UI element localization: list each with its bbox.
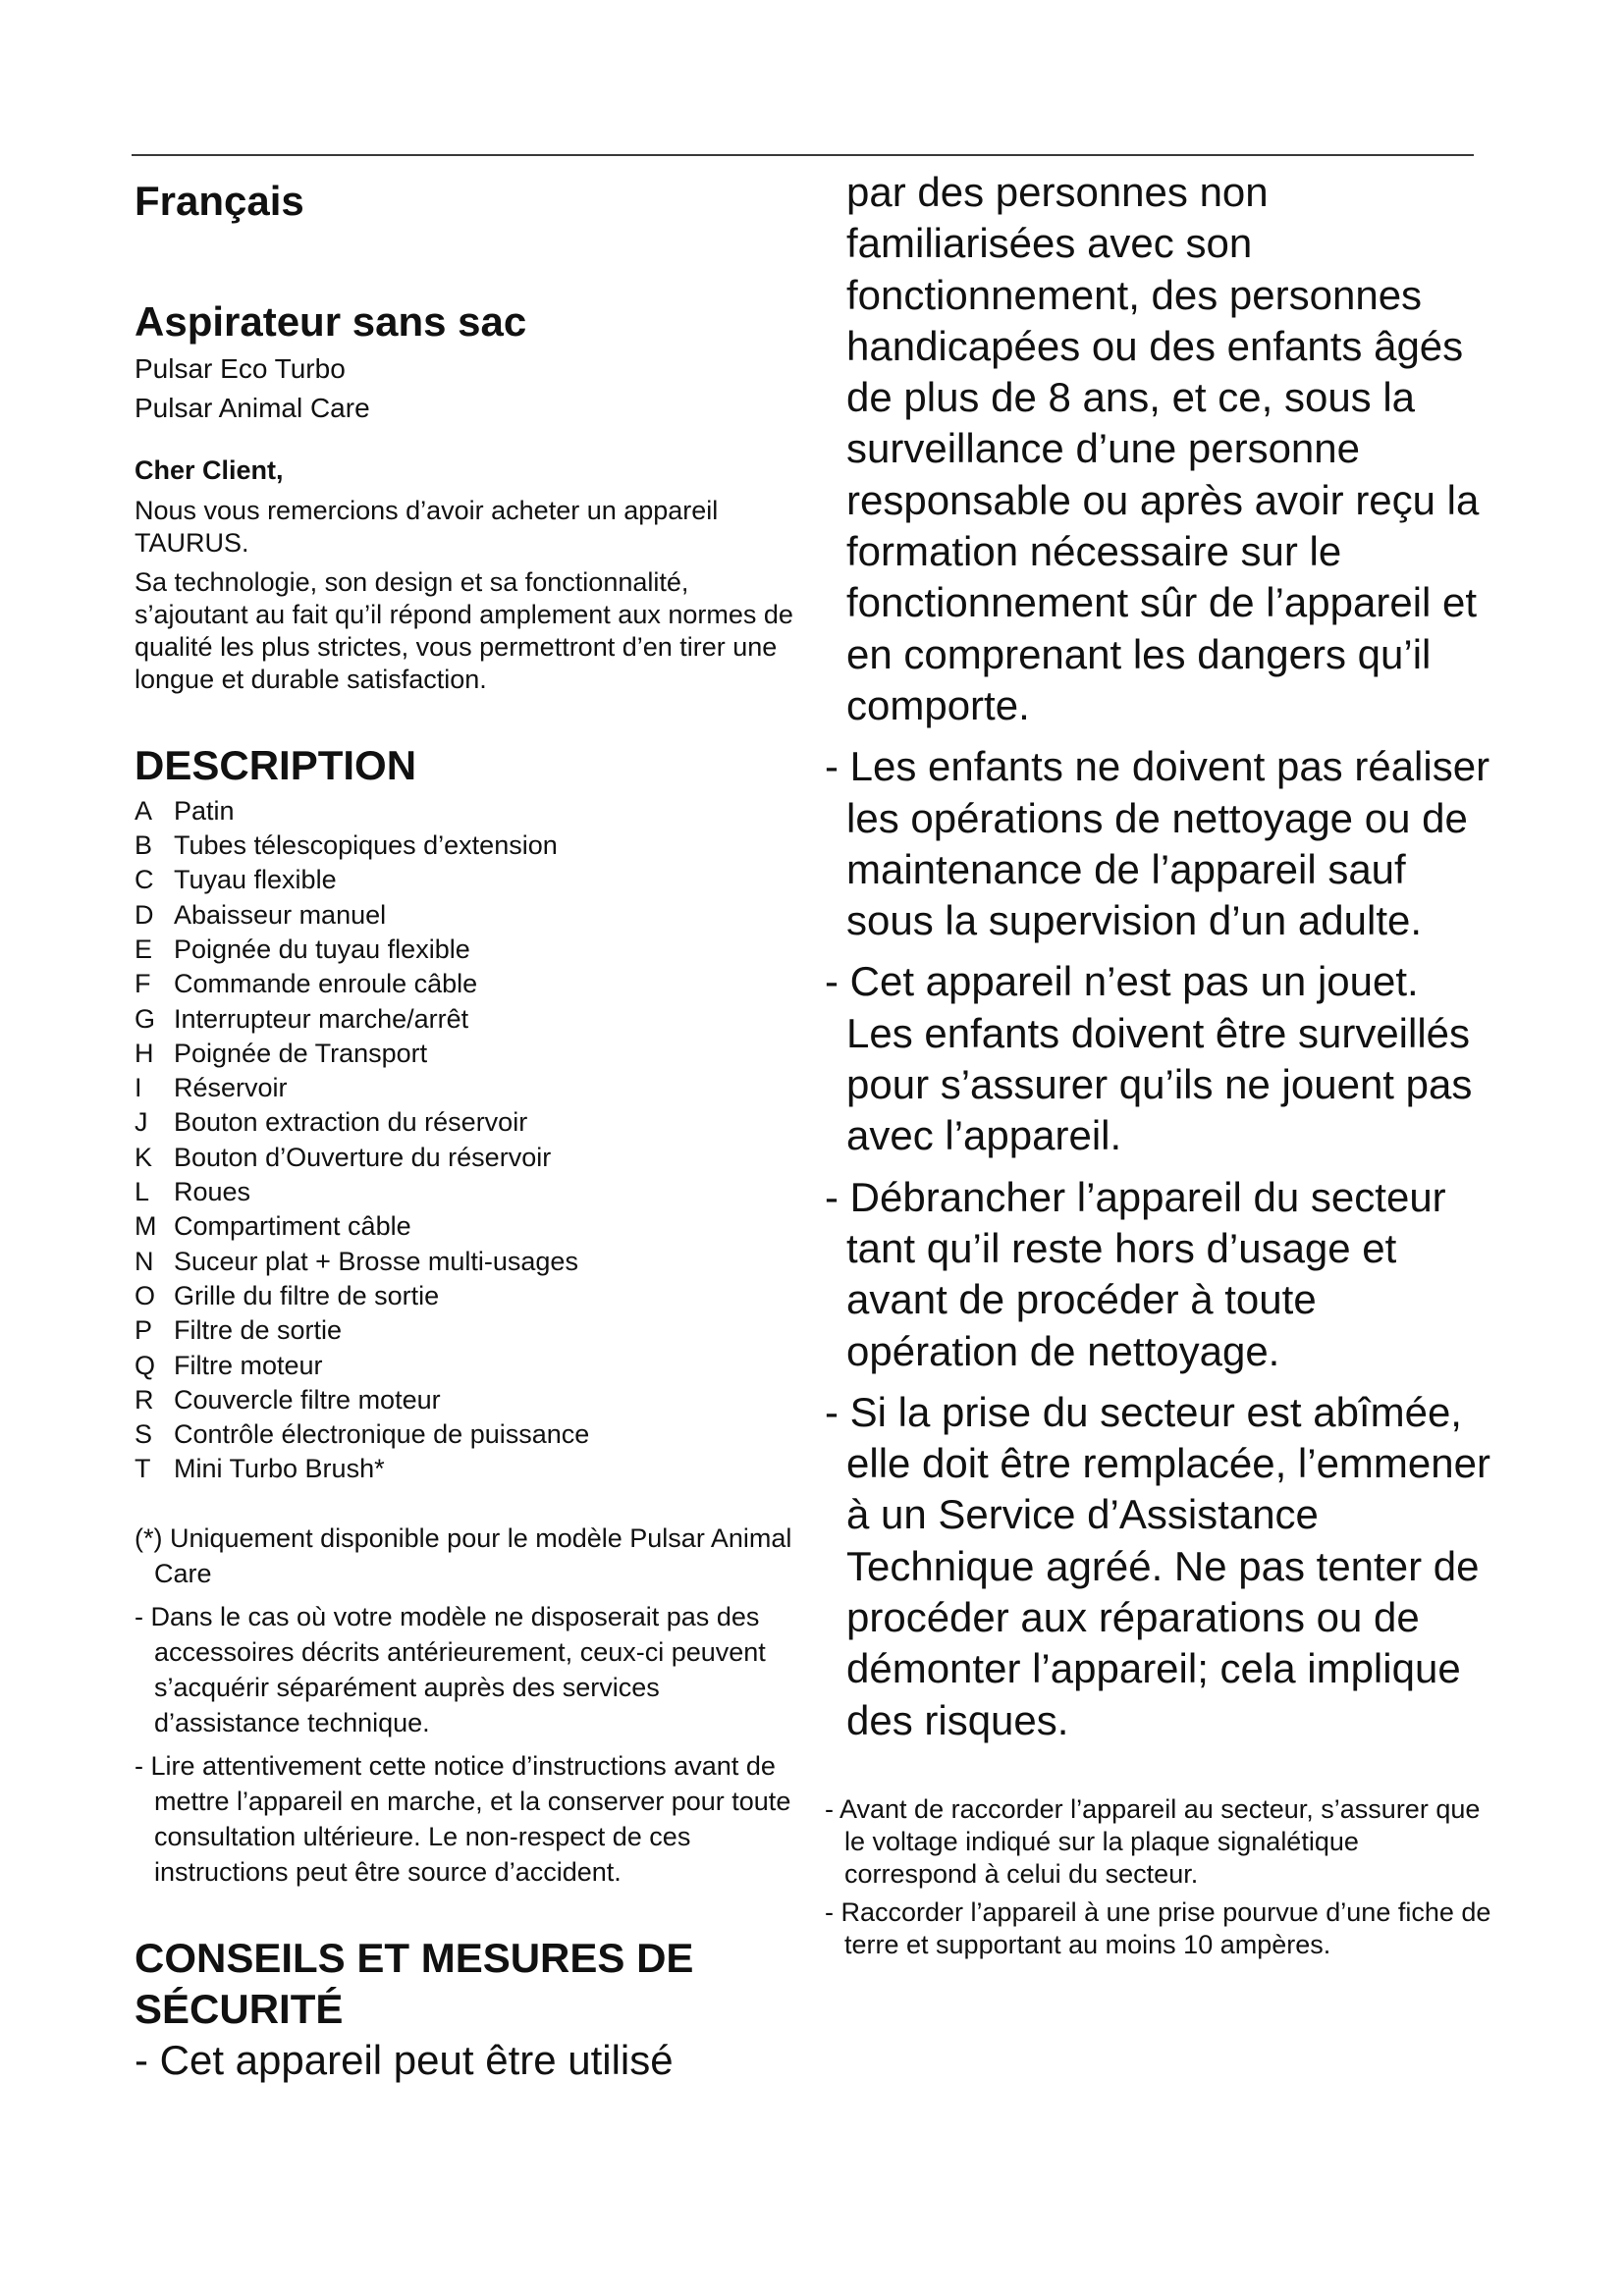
item-letter: H	[135, 1038, 154, 1068]
footnote: (*) Uniquement disponible pour le modèle Pulsar Animal Care	[135, 1522, 792, 1588]
list-item	[135, 1279, 802, 1313]
item-letter: K	[135, 1142, 153, 1172]
item-letter: D	[135, 899, 154, 930]
item-label: Mini Turbo Brush*	[174, 1454, 385, 1484]
item-label: Compartiment câble	[174, 1211, 411, 1242]
list-item	[135, 967, 802, 1001]
item-letter: L	[135, 1177, 150, 1207]
item-label: Filtre moteur	[174, 1350, 323, 1380]
item-letter: F	[135, 969, 151, 999]
item-label: Bouton d’Ouverture du réservoir	[174, 1142, 552, 1172]
header-rule	[132, 154, 1474, 156]
item-letter: N	[135, 1246, 154, 1276]
item-letter: R	[135, 1384, 154, 1415]
item-letter: J	[135, 1107, 148, 1138]
list-item	[135, 863, 802, 897]
item-letter: B	[135, 830, 153, 861]
description-heading: DESCRIPTION	[135, 741, 417, 788]
item-letter: C	[135, 865, 154, 895]
list-item	[135, 1245, 802, 1279]
safety-bullet: - Les enfants ne doivent pas réaliser les opérations de nettoyage ou de maintenance de l’appareil sauf sous la supervision d’un adulte.	[825, 743, 1490, 944]
product-title: Aspirateur sans sac	[135, 298, 527, 346]
right-column	[825, 167, 1492, 1961]
description-list	[135, 794, 802, 1487]
list-item	[135, 1313, 802, 1348]
list-item	[135, 828, 802, 863]
list-item	[135, 1175, 802, 1209]
item-letter: M	[135, 1211, 157, 1242]
item-label: Tubes télescopiques d’extension	[174, 830, 558, 861]
model-name: Pulsar Animal Care	[135, 392, 370, 423]
item-letter: G	[135, 1003, 156, 1034]
list-item	[135, 1417, 802, 1452]
item-letter: T	[135, 1454, 151, 1484]
safety-heading: CONSEILS ET MESURES DE SÉCURITÉ	[135, 1934, 694, 2032]
item-label: Roues	[174, 1177, 251, 1207]
item-label: Bouton extraction du réservoir	[174, 1107, 528, 1138]
item-label: Commande enroule câble	[174, 969, 478, 999]
list-item	[135, 1105, 802, 1140]
list-item	[135, 1209, 802, 1244]
item-label: Poignée du tuyau flexible	[174, 934, 470, 964]
item-label: Filtre de sortie	[174, 1315, 343, 1346]
safety-small-bullet: - Avant de raccorder l’appareil au secteur, s’assurer que le voltage indiqué sur la plaque signalétique correspond à celui du secteur.	[825, 1793, 1481, 1889]
left-column	[135, 167, 802, 2086]
item-letter: A	[135, 795, 153, 826]
item-letter: S	[135, 1419, 153, 1450]
list-item	[135, 1349, 802, 1383]
item-label: Interrupteur marche/arrêt	[174, 1003, 469, 1034]
list-item	[135, 1002, 802, 1037]
language-heading: Français	[135, 178, 304, 224]
item-label: Abaisseur manuel	[174, 899, 387, 930]
safety-bullet-start: - Cet appareil peut être utilisé	[135, 2036, 674, 2083]
item-letter: E	[135, 934, 153, 964]
item-letter: P	[135, 1315, 153, 1346]
item-label: Suceur plat + Brosse multi-usages	[174, 1246, 578, 1276]
list-item	[135, 1037, 802, 1071]
list-item	[135, 1071, 802, 1105]
intro-paragraph: Sa technologie, son design et sa fonctionnalité, s’ajoutant au fait qu’il répond amplement aux normes de qualité les plus strictes, vous permettront d’en tirer une longue et durable satisfaction.	[135, 566, 793, 694]
model-name: Pulsar Eco Turbo	[135, 352, 346, 384]
item-letter: Q	[135, 1350, 156, 1380]
list-item	[135, 1141, 802, 1175]
list-item	[135, 898, 802, 933]
item-label: Contrôle électronique de puissance	[174, 1419, 590, 1450]
list-item	[135, 1383, 802, 1417]
item-label: Grille du filtre de sortie	[174, 1280, 440, 1310]
item-letter: O	[135, 1280, 156, 1310]
item-label: Poignée de Transport	[174, 1038, 428, 1068]
item-label: Couvercle filtre moteur	[174, 1384, 441, 1415]
list-item	[135, 933, 802, 967]
item-letter: I	[135, 1073, 142, 1103]
safety-small-bullet: - Raccorder l’appareil à une prise pourvue d’une fiche de terre et supportant au moins 10 ampères.	[825, 1896, 1491, 1959]
item-label: Réservoir	[174, 1073, 288, 1103]
item-label: Patin	[174, 795, 235, 826]
safety-bullet-continuation: par des personnes non familiarisées avec son fonctionnement, des personnes handicapées ou des enfants âgés de plus de 8 ans, et ce, sous la surveillance d’une personne responsable ou après avoir reçu la formation nécessaire sur le fonctionnement sûr de l’appareil et en comprenant les dangers qu’il comporte.	[846, 169, 1480, 728]
item-label: Tuyau flexible	[174, 865, 337, 895]
note-bullet: - Lire attentivement cette notice d’instructions avant de mettre l’appareil en marche, et la conserver pour toute consultation ultérieure. Le non-respect de ces instructions peut être source d’accident.	[135, 1750, 791, 1887]
note-bullet: - Dans le cas où votre modèle ne disposerait pas des accessoires décrits antérieurement, ceux-ci peuvent s’acquérir séparément auprès des services d’assistance technique.	[135, 1601, 766, 1737]
safety-bullet: - Débrancher l’appareil du secteur tant qu’il reste hors d’usage et avant de procéder à toute opération de nettoyage.	[825, 1173, 1446, 1374]
intro-paragraph: Nous vous remercions d’avoir acheter un appareil TAURUS.	[135, 495, 719, 558]
safety-bullet: - Si la prise du secteur est abîmée, elle doit être remplacée, l’emmener à un Service d’Assistance Technique agréé. Ne pas tenter de procéder aux réparations ou de démonter l’appareil; cela implique des risques.	[825, 1388, 1490, 1743]
greeting: Cher Client,	[135, 454, 284, 485]
list-item	[135, 1452, 802, 1486]
safety-bullet: - Cet appareil n’est pas un jouet. Les enfants doivent être surveillés pour s’assurer qu’ils ne jouent pas avec l’appareil.	[825, 958, 1473, 1159]
list-item	[135, 794, 802, 828]
